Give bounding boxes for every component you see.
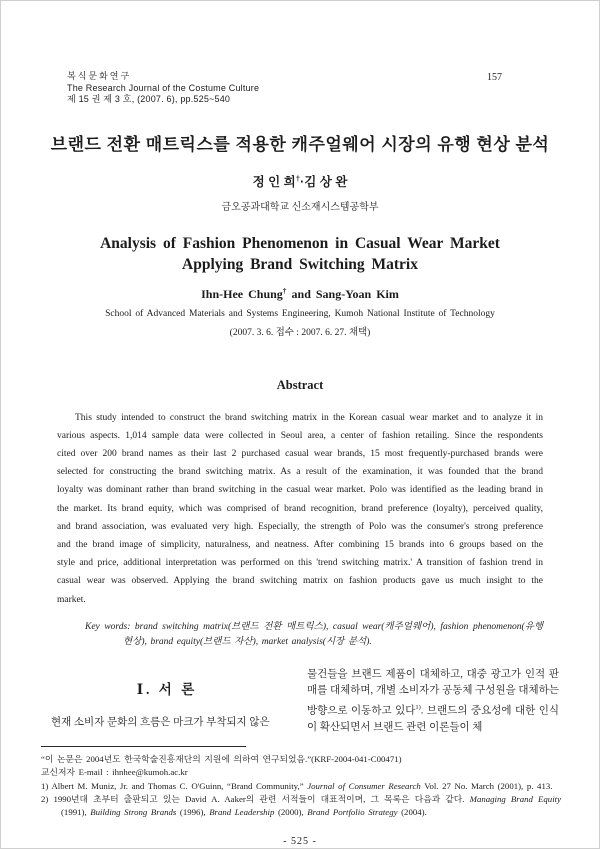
footnote-separator — [41, 746, 246, 747]
journal-info-block — [67, 71, 599, 106]
article-title-english-line2: Applying Brand Switching Matrix — [182, 256, 418, 273]
page-number-bottom: - 525 - — [283, 836, 317, 848]
author-english-name: Ihn-Hee Chung — [201, 286, 283, 301]
corresponding-author-mark-english: † — [282, 285, 287, 295]
two-column-body — [41, 665, 559, 737]
keywords-line: Key words: brand switching matrix(브랜드 전환 매트릭스), casual wear(캐주얼웨어), fashion phenomenon(유행 현상), brand equity(브랜드 자산), market analysis(시장 분석). — [85, 621, 543, 648]
journal-header — [1, 1, 599, 106]
affiliation-korean: 금오공과대학교 신소재시스템공학부 — [221, 201, 379, 213]
author-english-name-2: and Sang-Yoan Kim — [286, 286, 399, 301]
page-number-top: 157 — [487, 72, 502, 83]
article-title-english — [1, 233, 599, 276]
footnote-2: 2) 1990년대 초부터 출판되고 있는 David A. Aaker의 관련 서적들이 대표적이며, 그 목록은 다음과 같다. Managing Brand Equity (1991), Building Strong Brands (1996), Brand Leadership (2000), Brand Portfolio Strategy (2004). — [41, 793, 561, 818]
footnote-corresponding-email: 교신저자 E-mail : ihnhee@kumoh.ac.kr — [41, 767, 188, 778]
article-title-korean: 브랜드 전환 매트릭스를 적용한 캐주얼웨어 시장의 유행 현상 분석 — [50, 134, 550, 154]
author-korean-name: 정 인 희 — [252, 174, 296, 189]
authors-korean — [1, 172, 599, 190]
right-column-paragraph: 물건들을 브랜드 제품이 대체하고, 대중 광고가 인적 판매를 대체하며, 개별 소비자가 공동체 구성원을 대체하는 방향으로 이동하고 있다$^{1)}$. 브랜드의 중요성에 대한 인식이 확산되면서 브랜드 관련 이론들이 체 — [307, 668, 560, 733]
affiliation-english: School of Advanced Materials and Systems Engineering, Kumoh National Institute of Technology — [105, 308, 495, 319]
corresponding-author-mark: † — [295, 173, 301, 183]
footnote-funding: “이 논문은 2004년도 한국학술진흥재단의 지원에 의하여 연구되었음.”(KRF-2004-041-C00471) — [41, 754, 402, 765]
journal-name-korean: 복식문화연구 — [67, 71, 132, 81]
left-column — [41, 665, 293, 737]
received-accepted-dates: (2007. 3. 6. 접수 : 2007. 6. 27. 채택) — [229, 327, 371, 338]
section-1-heading: Ⅰ. 서 론 — [136, 681, 198, 697]
footnote-1: 1) Albert M. Muniz, Jr. and Thomas C. O'Guinn, “Brand Community,” Journal of Consumer Research Vol. 27 No. March (2001), p. 413. — [41, 780, 553, 791]
abstract-heading: Abstract — [276, 377, 324, 392]
article-title-english-line1: Analysis of Fashion Phenomenon in Casual Wear Market — [100, 234, 500, 252]
journal-name-english: The Research Journal of the Costume Culture — [67, 82, 260, 93]
authors-english — [1, 286, 599, 302]
footnotes-block — [41, 753, 561, 819]
author-korean-name-2: ·김 상 완 — [300, 174, 348, 189]
left-column-paragraph: 현재 소비자 문화의 흐름은 마크가 부착되지 않은 — [51, 716, 270, 728]
right-column — [307, 665, 559, 737]
journal-issue-info: 제 15 권 제 3 호, (2007. 6), pp.525~540 — [67, 94, 231, 104]
abstract-paragraph: This study intended to construct the brand switching matrix in the Korean casual wear market and to analyze it in various aspects. 1,014 sample data were collected in Seoul area, a center of fashion retailing. Since the respondents cited over 200 brand names as their last 2 purchased casual wear brands, 15 most frequently-purchased brands were selected for constructing the brand switching matrix. As a result of the examination, it was founded that the brand loyalty was dominant rather than brand switching in the casual wear market. Polo was identified as the leading brand in the market. Its brand equity, which was comprised of brand recognition, brand preference (loyalty), perceived quality, and brand association, was evaluated very high. Especially, the strength of Polo was the consumer's strong preference and the brand image of simplicity, naturalness, and neatness. After combining 15 brands into 6 groups based on the style and price, additional interpretation was performed on this 'trend switching matrix.' A transition of fashion trend in casual wear was observed. Applying the brand switching matrix on fashion products gave us much insight to the market. — [57, 412, 543, 605]
